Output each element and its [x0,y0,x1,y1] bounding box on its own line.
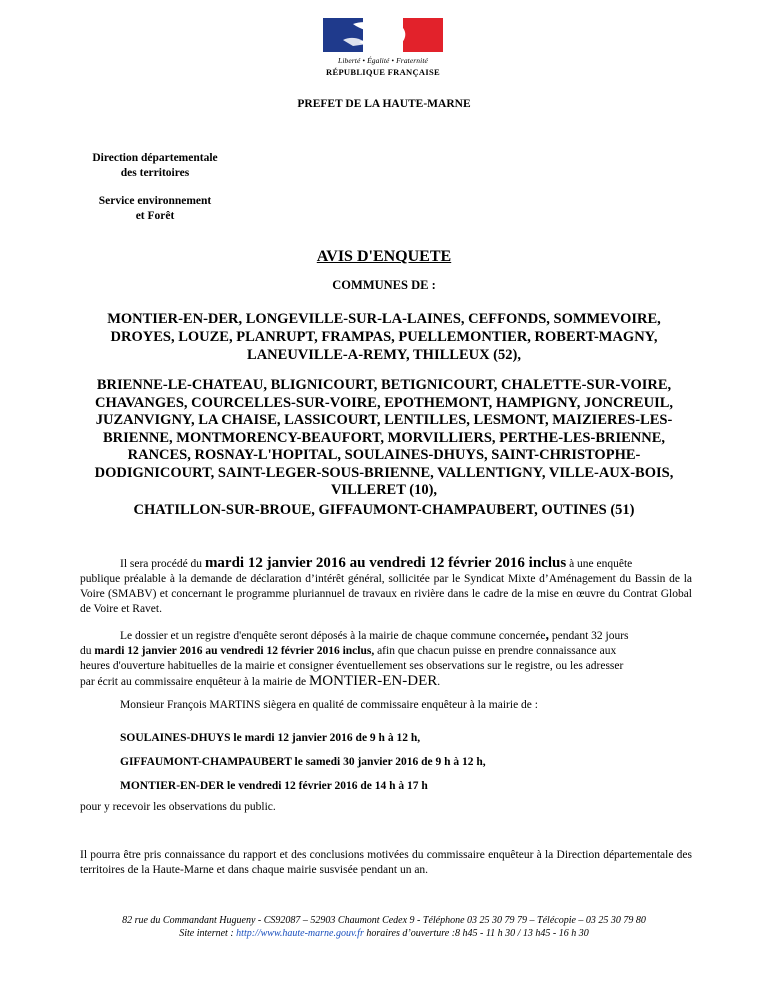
para1-dates: mardi 12 janvier 2016 au vendredi 12 février 2016 inclus [204,555,567,571]
subtitle: COMMUNES DE : [332,278,436,292]
para2-line2-end: afin que chacun puisse en prendre connaissance aux [374,645,617,657]
paragraph-dates [80,556,692,617]
paragraph-commissaire: Monsieur François MARTINS siègera en qualité de commissaire enquêteur à la mairie de : [120,699,538,711]
footer-site-label: Site internet : [179,928,237,939]
permanence-item: SOULAINES-DHUYS le mardi 12 janvier 2016 de 9 h à 12 h, [120,732,421,744]
commune-line: BRIENNE, MONTMORENCY-BEAUFORT, MORVILLIERS, PERTHE-LES-BRIENNE, [102,429,666,446]
para1-after: à une enquête [566,558,633,570]
para2-line3: heures d'ouverture habituelles de la mairie et consigner éventuellement ses observations sur le registre, ou les adresser [80,660,624,672]
para2-dates: mardi 12 janvier 2016 au vendredi 12 février 2016 inclus, [94,645,375,657]
direction-line2: des territoires [120,167,190,179]
logo-caption [322,56,444,77]
permanence-item: GIFFAUMONT-CHAMPAUBERT le samedi 30 janvier 2016 de 9 h à 12 h, [120,756,486,768]
direction-block [80,151,230,181]
service-line2: et Forêt [135,210,175,222]
para2-town: MONTIER-EN-DER [308,673,438,689]
footer [0,914,768,940]
prefet-title: PREFET DE LA HAUTE-MARNE [297,98,471,110]
commune-line: DODIGNICOURT, SAINT-LEGER-SOUS-BRIENNE, VALLENTIGNY, VILLE-AUX-BOIS, [94,464,674,481]
para2-end: . [437,676,441,688]
direction-line1: Direction départementale [92,152,218,164]
footer-website-link[interactable]: http://www.haute-marne.gouv.fr [236,928,364,939]
para2-line1-end: pendant 32 jours [548,630,629,642]
logo-motto: Liberté • Égalité • Fraternité [338,56,428,65]
commune-line: VILLERET (10), [330,482,438,498]
commune-line: MONTIER-EN-DER, LONGEVILLE-SUR-LA-LAINES, CEFFONDS, SOMMEVOIRE, [107,311,661,327]
communes-aube [30,377,738,500]
page-title: AVIS D'ENQUETE [316,248,452,265]
para1-lead: Il sera procédé du [120,558,205,570]
commune-line: BRIENNE-LE-CHATEAU, BLIGNICOURT, BETIGNICOURT, CHALETTE-SUR-VOIRE, [96,377,672,393]
commune-line: DROYES, LOUZE, PLANRUPT, FRAMPAS, PUELLEMONTIER, ROBERT-MAGNY, [110,329,658,345]
para2-du: du [80,645,95,657]
logo-republic: RÉPUBLIQUE FRANÇAISE [326,67,440,77]
service-block [80,194,230,224]
service-line1: Service environnement [98,195,212,207]
footer-address: 82 rue du Commandant Hugueny - CS92087 – 52903 Chaumont Cedex 9 - Téléphone 03 25 30 79 79 – Télécopie – 03 25 30 79 80 [122,915,646,926]
paragraph-rapport: Il pourra être pris connaissance du rapport et des conclusions motivées du commissaire enquêteur à la Direction départementale des territoires de la Haute-Marne et dans chaque mairie susvisée pendant un an. [80,849,692,876]
para2-comma: , [545,628,549,643]
paragraph-public: pour y recevoir les observations du public. [80,801,276,813]
para2-line4: par écrit au commissaire enquêteur à la mairie de [80,676,309,688]
communes-marne: CHATILLON-SUR-BROUE, GIFFAUMONT-CHAMPAUBERT, OUTINES (51) [133,502,635,518]
commune-line: JUZANVIGNY, LA CHAISE, LASSICOURT, LENTILLES, LESMONT, MAIZIERES-LES- [95,412,673,428]
footer-hours: horaires d’ouverture :8 h45 - 11 h 30 / 13 h45 - 16 h 30 [363,928,589,939]
commune-line: LANEUVILLE-A-REMY, THILLEUX (52), [247,347,521,363]
commune-line: RANCES, ROSNAY-L'HOPITAL, SOULAINES-DHUYS, SAINT-CHRISTOPHE- [127,447,641,463]
permanence-item: MONTIER-EN-DER le vendredi 12 février 2016 de 14 h à 17 h [120,780,428,792]
para1-rest: publique préalable à la demande de déclaration d’intérêt général, sollicitée par le Syndicat Mixte d’Aménagement du Bassin de la Voire (SMABV) et concernant le programme pluriannuel de travaux en rivière dans le cadre de la mise en œuvre du Contrat Global de Voire et Ravet. [80,573,692,615]
paragraph-dossier [80,628,692,690]
commune-line: CHAVANGES, COURCELLES-SUR-VOIRE, EPOTHEMONT, HAMPIGNY, JONCREUIL, [94,394,674,411]
communes-haute-marne [40,310,728,364]
para2-line1: Le dossier et un registre d'enquête seront déposés à la mairie de chaque commune concernée [120,630,546,642]
